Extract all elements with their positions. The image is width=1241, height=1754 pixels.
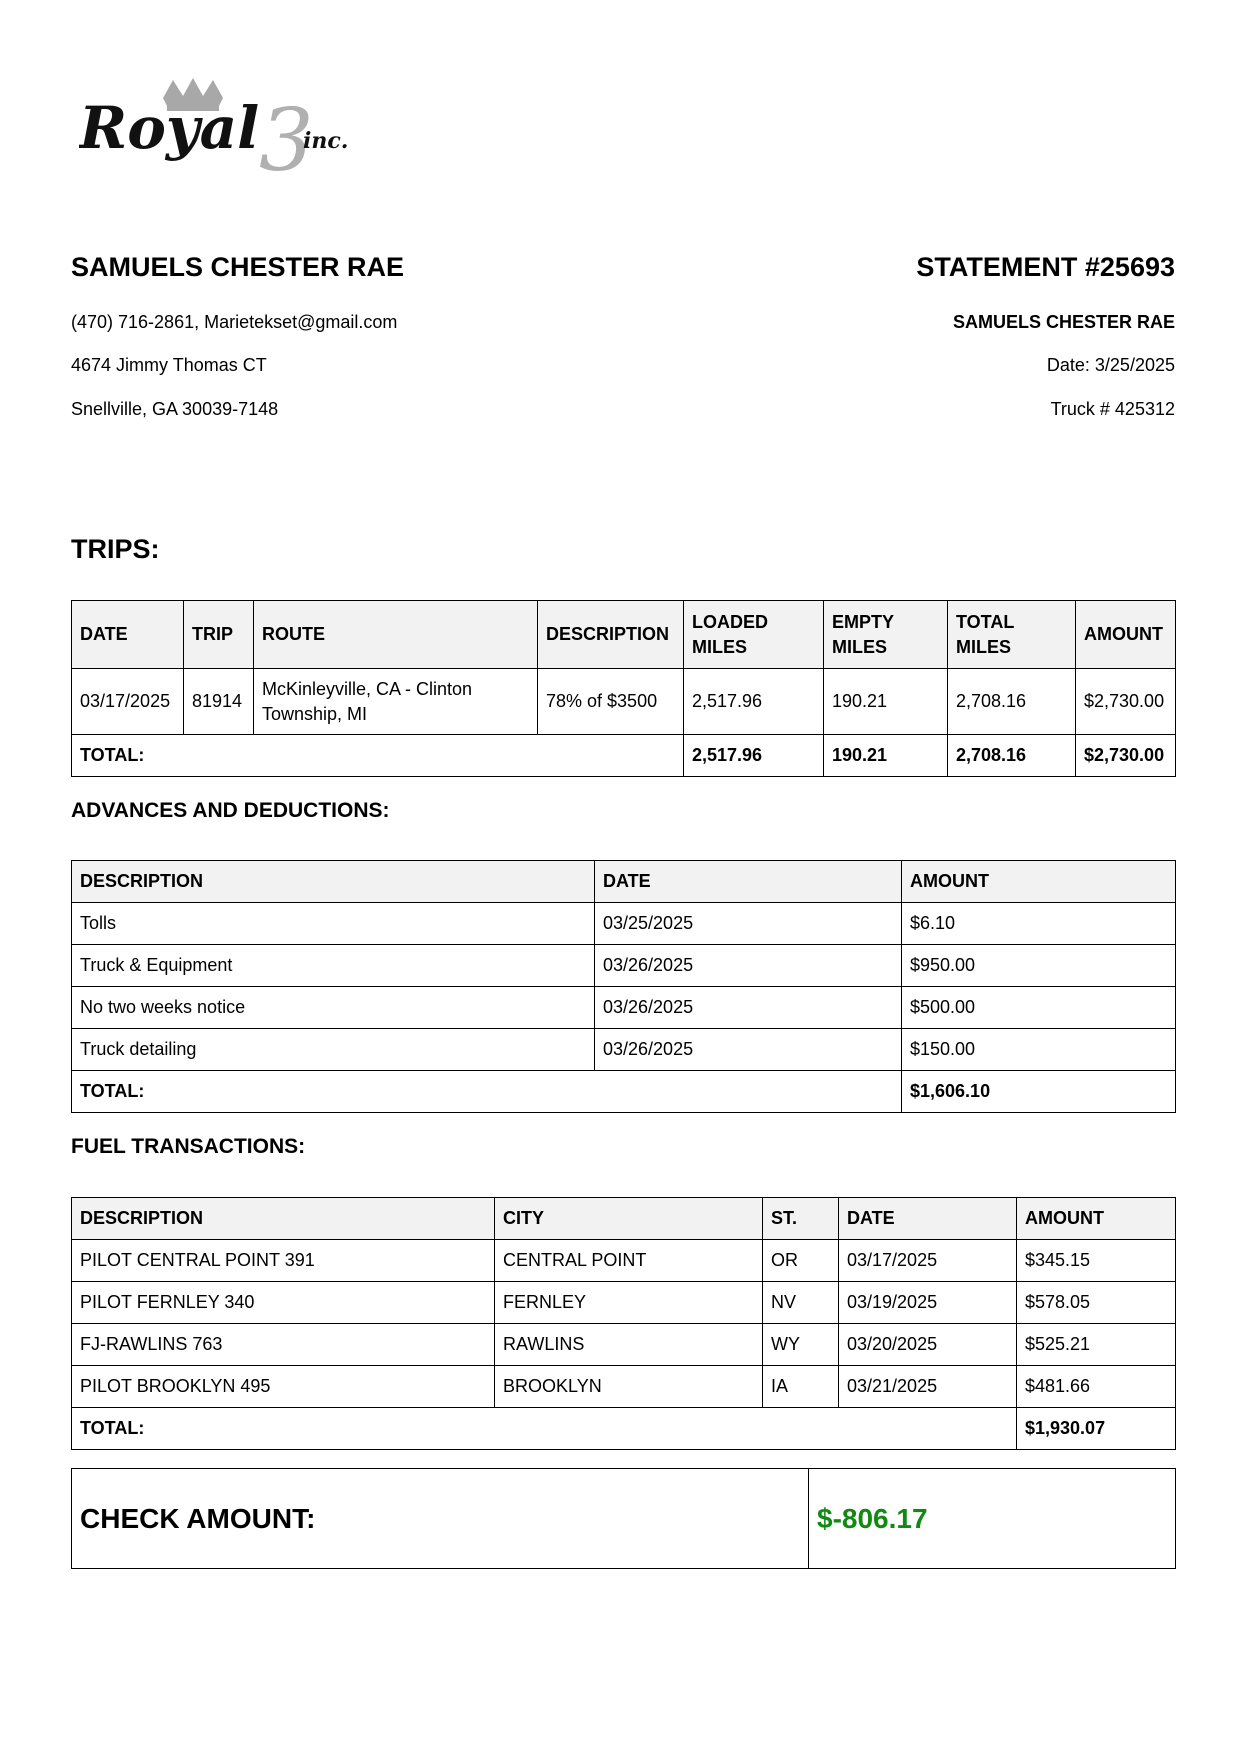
trips-header-total-miles: TOTAL MILES [948, 601, 1076, 669]
trips-header-trip: TRIP [184, 601, 254, 669]
advance-date: 03/26/2025 [595, 945, 902, 987]
table-row [72, 903, 1176, 945]
advances-header-description: DESCRIPTION [72, 861, 595, 903]
fuel-amount: $481.66 [1017, 1366, 1176, 1408]
trips-total-label: TOTAL: [72, 735, 684, 777]
fuel-header-date: DATE [839, 1198, 1017, 1240]
advances-header-date: DATE [595, 861, 902, 903]
company-logo [79, 78, 379, 188]
table-row [72, 1324, 1176, 1366]
advance-amount: $950.00 [902, 945, 1176, 987]
fuel-city: RAWLINS [495, 1324, 763, 1366]
advances-total-label: TOTAL: [72, 1071, 902, 1113]
fuel-city: BROOKLYN [495, 1366, 763, 1408]
trips-total-amount: $2,730.00 [1076, 735, 1176, 777]
statement-name: SAMUELS CHESTER RAE [952, 312, 1175, 332]
fuel-state: NV [763, 1282, 839, 1324]
advance-date: 03/26/2025 [595, 987, 902, 1029]
fuel-date: 03/17/2025 [839, 1240, 1017, 1282]
fuel-state: WY [763, 1324, 839, 1366]
advance-amount: $6.10 [902, 903, 1176, 945]
fuel-date: 03/20/2025 [839, 1324, 1017, 1366]
fuel-amount: $345.15 [1017, 1240, 1176, 1282]
fuel-header-state: ST. [763, 1198, 839, 1240]
fuel-description: FJ-RAWLINS 763 [72, 1324, 495, 1366]
fuel-date: 03/21/2025 [839, 1366, 1017, 1408]
fuel-date: 03/19/2025 [839, 1282, 1017, 1324]
trips-header-route: ROUTE [254, 601, 538, 669]
fuel-total-amount: $1,930.07 [1017, 1408, 1176, 1450]
advances-total-row [72, 1071, 1176, 1113]
table-row [72, 945, 1176, 987]
advances-title: ADVANCES AND DEDUCTIONS: [71, 799, 390, 822]
trips-total-loaded-miles: 2,517.96 [684, 735, 824, 777]
svg-text:3: 3 [259, 91, 314, 188]
fuel-description: PILOT CENTRAL POINT 391 [72, 1240, 495, 1282]
trips-header-row [72, 601, 1176, 669]
trip-total-miles: 2,708.16 [948, 669, 1076, 735]
table-row [72, 987, 1176, 1029]
table-row [72, 1366, 1176, 1408]
driver-address-line1: 4674 Jimmy Thomas CT [71, 355, 267, 375]
fuel-total-row [72, 1408, 1176, 1450]
fuel-amount: $525.21 [1017, 1324, 1176, 1366]
fuel-total-label: TOTAL: [72, 1408, 1017, 1450]
fuel-header-city: CITY [495, 1198, 763, 1240]
check-amount-row [72, 1469, 1176, 1569]
fuel-amount: $578.05 [1017, 1282, 1176, 1324]
driver-info [71, 250, 631, 419]
statement-date: Date: 3/25/2025 [1046, 355, 1175, 375]
fuel-header-amount: AMOUNT [1017, 1198, 1176, 1240]
statement-title: STATEMENT #25693 [916, 252, 1175, 282]
trip-amount: $2,730.00 [1076, 669, 1176, 735]
table-row [72, 1282, 1176, 1324]
advance-description: Truck detailing [72, 1029, 595, 1071]
fuel-state: OR [763, 1240, 839, 1282]
check-amount-value: $-806.17 [809, 1469, 1176, 1569]
table-row [72, 669, 1176, 735]
advance-description: Truck & Equipment [72, 945, 595, 987]
advance-amount: $500.00 [902, 987, 1176, 1029]
trips-table [71, 600, 1176, 777]
advance-description: No two weeks notice [72, 987, 595, 1029]
advance-amount: $150.00 [902, 1029, 1176, 1071]
royal-3-inc-logo [79, 78, 379, 188]
fuel-state: IA [763, 1366, 839, 1408]
check-amount-label: CHECK AMOUNT: [72, 1469, 809, 1569]
trips-header-loaded-miles: LOADED MILES [684, 601, 824, 669]
fuel-description: PILOT BROOKLYN 495 [72, 1366, 495, 1408]
trips-total-row [72, 735, 1176, 777]
table-row [72, 1029, 1176, 1071]
fuel-city: CENTRAL POINT [495, 1240, 763, 1282]
trips-header-amount: AMOUNT [1076, 601, 1176, 669]
advances-total-amount: $1,606.10 [902, 1071, 1176, 1113]
advances-table [71, 860, 1176, 1113]
statement-info [655, 250, 1175, 419]
fuel-header-description: DESCRIPTION [72, 1198, 495, 1240]
trip-route: McKinleyville, CA - Clinton Township, MI [254, 669, 538, 735]
trip-date: 03/17/2025 [72, 669, 184, 735]
advances-header-amount: AMOUNT [902, 861, 1176, 903]
statement-truck: Truck # 425312 [1050, 399, 1175, 419]
trips-title: TRIPS: [71, 534, 160, 564]
driver-name: SAMUELS CHESTER RAE [71, 252, 405, 282]
trip-loaded-miles: 2,517.96 [684, 669, 824, 735]
trips-header-date: DATE [72, 601, 184, 669]
fuel-city: FERNLEY [495, 1282, 763, 1324]
advances-header-row [72, 861, 1176, 903]
trips-total-total-miles: 2,708.16 [948, 735, 1076, 777]
trip-empty-miles: 190.21 [824, 669, 948, 735]
svg-text:Royal: Royal [79, 94, 260, 162]
trips-header-description: DESCRIPTION [538, 601, 684, 669]
advance-date: 03/26/2025 [595, 1029, 902, 1071]
trip-number: 81914 [184, 669, 254, 735]
fuel-description: PILOT FERNLEY 340 [72, 1282, 495, 1324]
driver-address-line2: Snellville, GA 30039-7148 [71, 399, 279, 419]
advance-description: Tolls [72, 903, 595, 945]
trips-header-empty-miles: EMPTY MILES [824, 601, 948, 669]
trip-description: 78% of $3500 [538, 669, 684, 735]
driver-contact: (470) 716-2861, Marietekset@gmail.com [71, 312, 398, 332]
fuel-title: FUEL TRANSACTIONS: [71, 1135, 306, 1158]
fuel-table [71, 1197, 1176, 1450]
fuel-header-row [72, 1198, 1176, 1240]
trips-total-empty-miles: 190.21 [824, 735, 948, 777]
table-row [72, 1240, 1176, 1282]
advance-date: 03/25/2025 [595, 903, 902, 945]
check-amount-table [71, 1468, 1176, 1569]
svg-text:inc.: inc. [303, 128, 349, 154]
